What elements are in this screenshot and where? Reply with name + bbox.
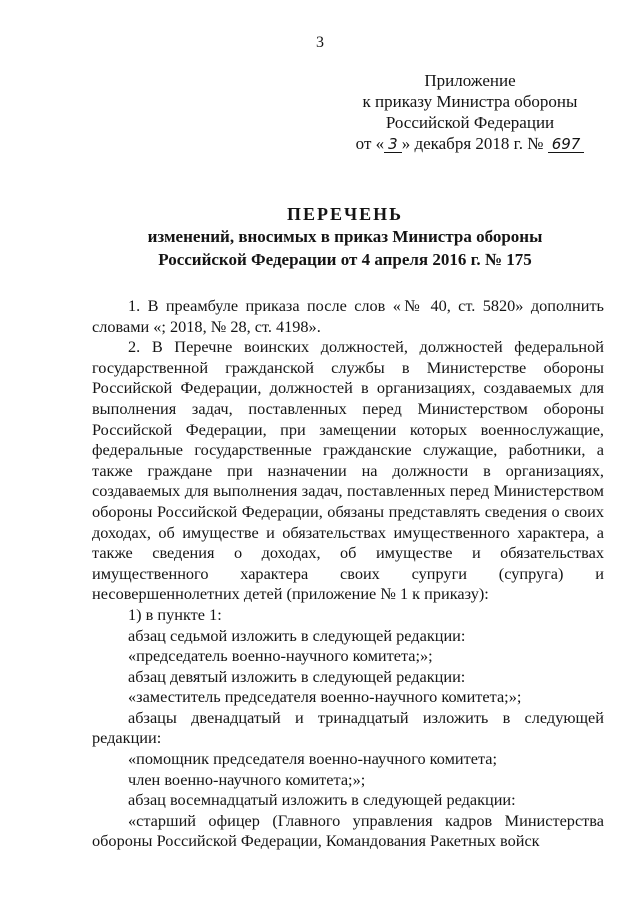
paragraph-8: абзацы двенадцатый и тринадцатый изложить в следующей редакции: xyxy=(92,707,604,748)
paragraph-5: «председатель военно-научного комитета;»; xyxy=(128,646,433,666)
appendix-order-ref: к приказу Министра обороны xyxy=(362,92,578,111)
paragraph-1: 1. В преамбуле приказа после слов «№ 40, ст. 5820» дополнить словами «; 2018, № 28, ст. 4198». xyxy=(92,296,604,336)
paragraph-3: 1) в пункте 1: xyxy=(128,604,222,624)
handwritten-day: 3 xyxy=(384,136,402,153)
paragraph-4: абзац седьмой изложить в следующей редакции: xyxy=(128,625,466,645)
document-subtitle-line-2: Российской Федерации от 4 апреля 2016 г. № 175 xyxy=(158,250,532,269)
date-middle: » декабря 2018 г. № xyxy=(401,134,544,153)
paragraph-6: абзац девятый изложить в следующей редакции: xyxy=(128,666,466,686)
document-title-block xyxy=(60,203,630,271)
paragraph-2: 2. В Перечне воинских должностей, должностей федеральной государственной гражданской службы в Министерстве обороны Российской Федерации, должностей в организациях, создаваемых для выполнения задач, поставленных перед Министерством обороны Российской Федерации, при замещении которых военнослужащие, федеральные государственные гражданские служащие, работники, а также граждане при назначении на должности в организациях, создаваемых для выполнения задач, поставленных перед Министерством обороны Российской Федерации, обязаны представлять сведения о своих доходах, об имуществе и обязательствах имущественного характера, а также сведения о доходах, об имуществе и обязательствах имущественного характера своих супруги (супруга) и несовершеннолетних детей (приложение № 1 к приказу): xyxy=(92,337,604,604)
handwritten-order-number: 697 xyxy=(548,136,585,153)
date-prefix: от « xyxy=(355,134,385,153)
document-subtitle-line-1: изменений, вносимых в приказ Министра обороны xyxy=(147,227,543,246)
paragraph-9: «помощник председателя военно-научного комитета; xyxy=(128,749,498,769)
appendix-organization: Российской Федерации xyxy=(385,113,555,132)
document-body xyxy=(92,296,604,852)
page-number: 3 xyxy=(316,34,324,51)
appendix-header xyxy=(330,70,610,154)
document-title: ПЕРЕЧЕНЬ xyxy=(286,204,404,224)
paragraph-12: «старший офицер (Главного управления кадров Министерства обороны Российской Федерации, Командования Ракетных войск xyxy=(92,810,604,851)
paragraph-10: член военно-научного комитета;»; xyxy=(128,769,366,789)
paragraph-7: «заместитель председателя военно-научного комитета;»; xyxy=(128,687,522,707)
paragraph-11: абзац восемнадцатый изложить в следующей редакции: xyxy=(128,790,516,810)
appendix-date-line xyxy=(330,133,610,154)
appendix-title: Приложение xyxy=(424,71,516,90)
